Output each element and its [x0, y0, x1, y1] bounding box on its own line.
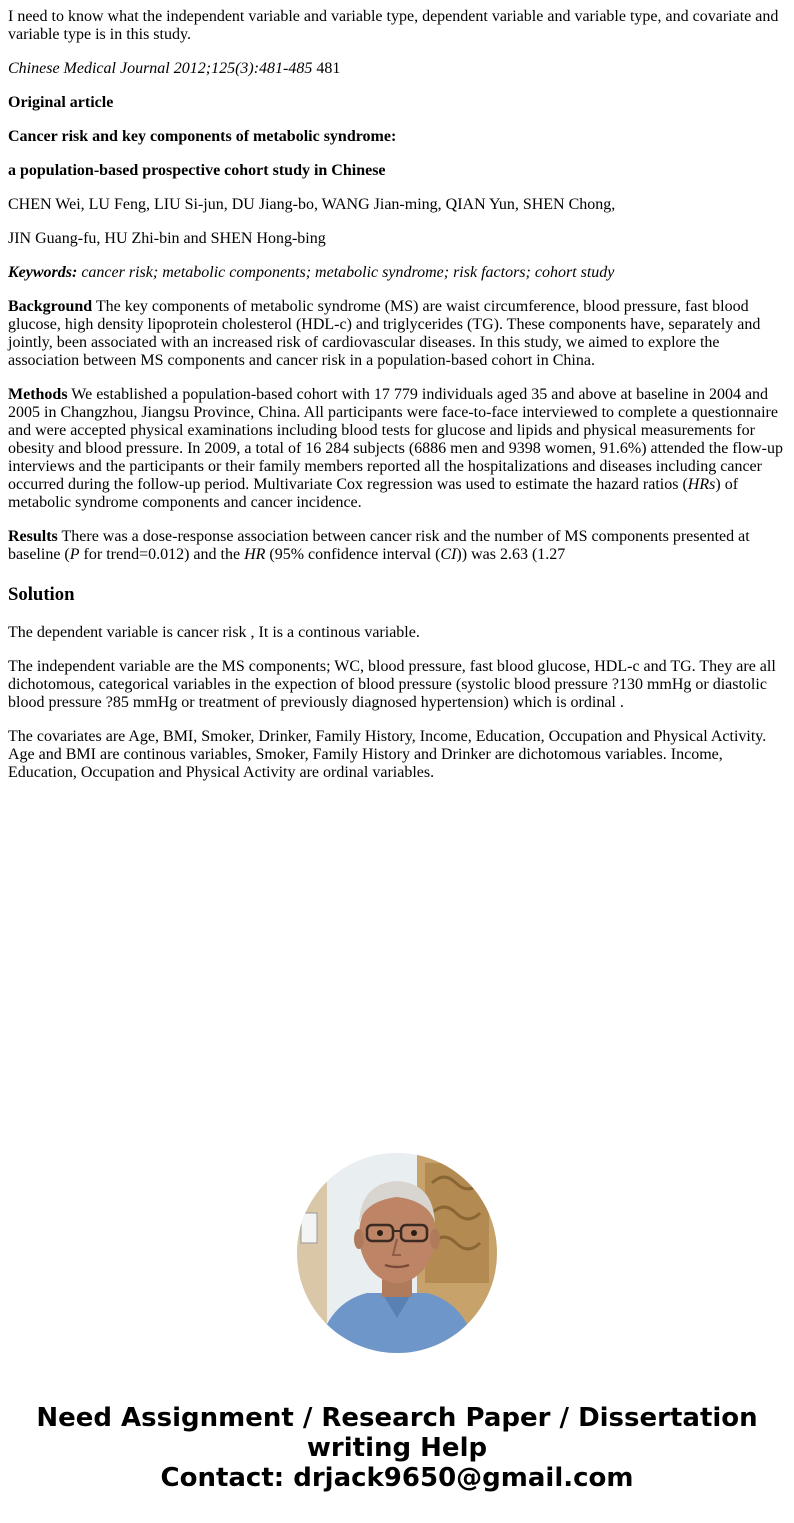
- footer-contact-email: Contact: drjack9650@gmail.com: [160, 1463, 634, 1493]
- background-text: The key components of metabolic syndrome (MS) are waist circumference, blood pressure, fast blood glucose, high density lipoprotein cholesterol (HDL-c) and triglycerides (TG). These components have, separately and jointly, been associated with an increased risk of cardiovascular diseases. In this study, we aimed to explore the association between MS components and cancer risk in a population-based cohort in China.: [8, 298, 761, 369]
- results-label: Results: [8, 528, 58, 545]
- portrait-image: [297, 1153, 497, 1353]
- keywords-text: cancer risk; metabolic components; metabolic syndrome; risk factors; cohort study: [77, 264, 615, 281]
- article-type: Original article: [8, 94, 114, 111]
- solution-independent: The independent variable are the MS components; WC, blood pressure, fast blood glucose, HDL-c and TG. They are all dichotomous, categorical variables in the expection of blood pressure (systolic blood pressure ?130 mmHg or diastolic blood pressure ?85 mmHg or treatment of previously diagnosed hypertension) which is ordinal .: [8, 658, 776, 711]
- authors-line1: CHEN Wei, LU Feng, LIU Si-jun, DU Jiang-bo, WANG Jian-ming, QIAN Yun, SHEN Chong,: [8, 196, 616, 213]
- contact-footer: [0, 1403, 794, 1493]
- footer-line2: writing Help: [306, 1433, 488, 1463]
- question-text: I need to know what the independent variable and variable type, dependent variable and variable type, and covariate and variable type is in this study.: [8, 8, 779, 43]
- article-title-line2: a population-based prospective cohort study in Chinese: [8, 162, 386, 179]
- page-number: 481: [312, 60, 341, 77]
- solution-covariates: The covariates are Age, BMI, Smoker, Drinker, Family History, Income, Education, Occupation and Physical Activity. Age and BMI are continous variables, Smoker, Family History and Drinker are dichotomous variables. Income, Education, Occupation and Physical Activity are ordinal variables.: [8, 728, 767, 781]
- results-paragraph: Results There was a dose-response association between cancer risk and the number of MS components presented at baseline (P for trend=0.012) and the HR (95% confidence interval (CI)) was 2.63 (1.27: [8, 528, 750, 563]
- background-paragraph: [8, 298, 786, 370]
- footer-line1: Need Assignment / Research Paper / Dissertation: [36, 1403, 758, 1433]
- citation: [8, 60, 786, 78]
- background-label: Background: [8, 298, 93, 315]
- journal-citation: Chinese Medical Journal 2012;125(3):481-485: [8, 60, 313, 77]
- keywords-label: Keywords:: [8, 264, 78, 281]
- article-title-line1: Cancer risk and key components of metabolic syndrome:: [8, 128, 397, 145]
- methods-label: Methods: [8, 386, 68, 403]
- authors-line2: JIN Guang-fu, HU Zhi-bin and SHEN Hong-bing: [8, 230, 326, 247]
- solution-heading: Solution: [8, 584, 75, 605]
- methods-paragraph: Methods We established a population-based cohort with 17 779 individuals aged 35 and above at baseline in 2004 and 2005 in Changzhou, Jiangsu Province, China. All participants were face-to-face interviewed to complete a questionnaire and were accepted physical examinations including blood tests for glucose and lipids and physical measurements for obesity and blood pressure. In 2009, a total of 16 284 subjects (6886 men and 9398 women, 91.6%) attended the flow-up interviews and the participants or their family members reported all the hospitalizations and diseases including cancer occurred during the follow-up period. Multivariate Cox regression was used to estimate the hazard ratios (HRs) of metabolic syndrome components and cancer incidence.: [8, 386, 783, 511]
- keywords: [8, 264, 786, 282]
- author-photo-avatar: [297, 1153, 497, 1353]
- document-body: [8, 8, 786, 798]
- solution-dependent: The dependent variable is cancer risk , It is a continous variable.: [8, 624, 420, 641]
